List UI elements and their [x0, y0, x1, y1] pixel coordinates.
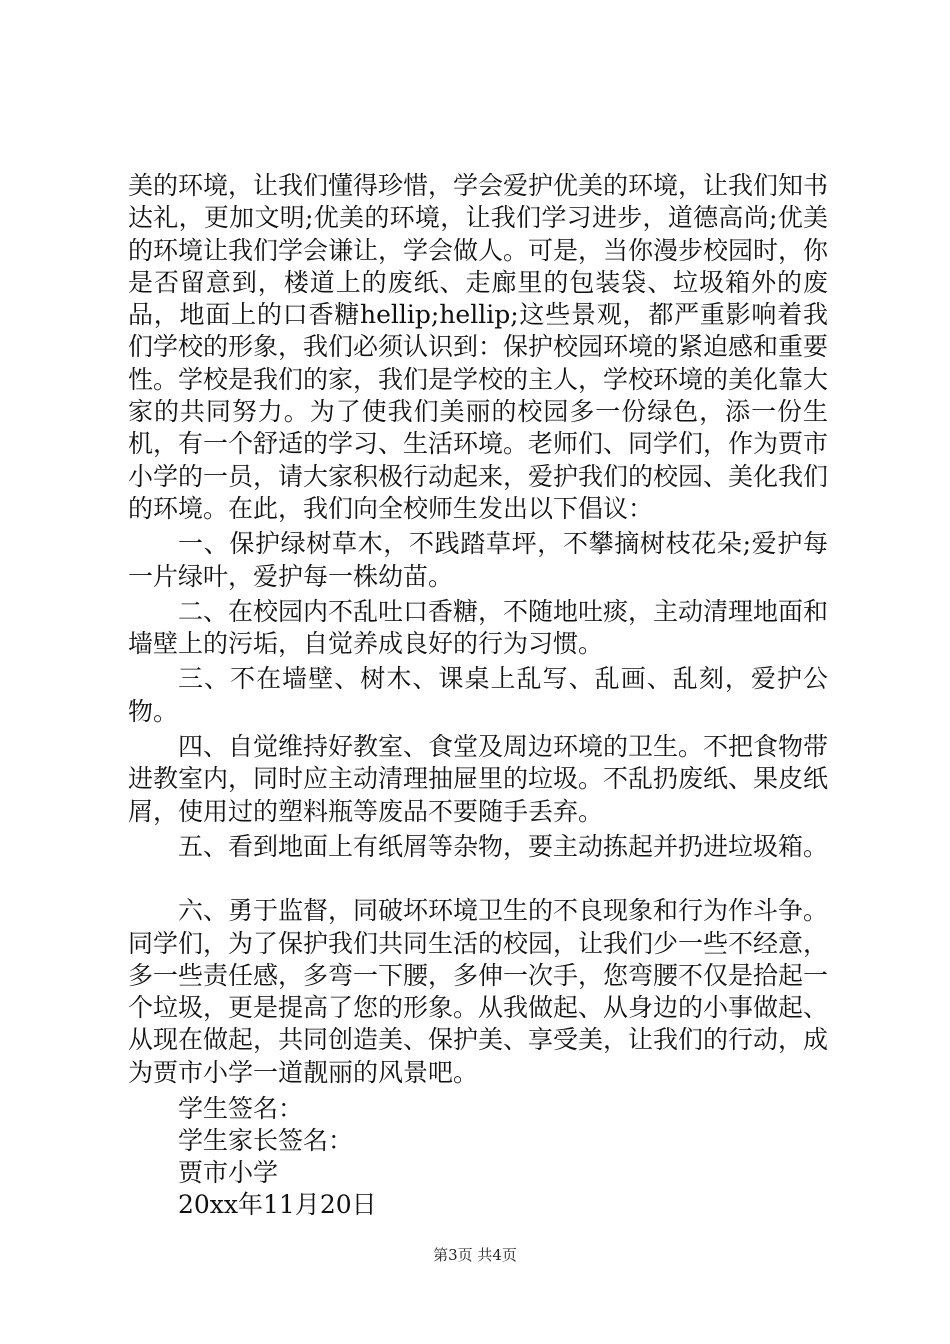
- proposal-item-6: 六、勇于监督，同破坏环境卫生的不良现象和行为作斗争。同学们，为了保护我们共同生活的校园，让我们少一些不经意，多一些责任感，多弯一下腰，多伸一次手，您弯腰不仅是拾起一个垃圾，更是提高了您的形象。从我做起、从身边的小事做起、从现在做起，共同创造美、保护美、享受美，让我们的行动，成为贾市小学一道靓丽的风景吧。: [128, 896, 829, 1087]
- proposal-item-5: 五、看到地面上有纸屑等杂物，要主动拣起并扔进垃圾箱。: [178, 831, 829, 861]
- proposal-item-4: 四、自觉维持好教室、食堂及周边环境的卫生。不把食物带进教室内，同时应主动清理抽屉里的垃圾。不乱扔废纸、果皮纸屑，使用过的塑料瓶等废品不要随手丢弃。: [128, 732, 829, 826]
- signature-block: [128, 1093, 828, 1221]
- document-body: [128, 170, 828, 1221]
- proposal-item-2: 二、在校园内不乱吐口香糖，不随地吐痰，主动清理地面和墙壁上的污垢，自觉养成良好的行为习惯。: [128, 596, 829, 659]
- intro-paragraph: 美的环境，让我们懂得珍惜，学会爱护优美的环境，让我们知书达礼，更加文明;优美的环境，让我们学习进步，道德高尚;优美的环境让我们学会谦让，学会做人。可是，当你漫步校园时，你是否留意到，楼道上的废纸、走廊里的包装袋、垃圾箱外的废品，地面上的口香糖hellip;hellip;这些景观，都严重影响着我们学校的形象，我们必须认识到：保护校园环境的紧迫感和重要性。学校是我们的家，我们是学校的主人，学校环境的美化靠大家的共同努力。为了使我们美丽的校园多一份绿色，添一份生机，有一个舒适的学习、生活环境。老师们、同学们，作为贾市小学的一员，请大家积极行动起来，爱护我们的校园、美化我们的环境。在此，我们向全校师生发出以下倡议：: [128, 171, 829, 523]
- page-footer: 第3页 共4页: [433, 1246, 517, 1264]
- document-date: 20xx年11月20日: [178, 1190, 377, 1220]
- parent-signature-label: 学生家长签名：: [178, 1126, 354, 1156]
- proposal-item-1: 一、保护绿树草木，不践踏草坪，不攀摘树枝花朵;爱护每一片绿叶，爱护每一株幼苗。: [128, 529, 828, 591]
- school-name: 贾市小学: [178, 1158, 279, 1188]
- student-signature-label: 学生签名：: [178, 1094, 304, 1124]
- proposal-item-3: 三、不在墙壁、树木、课桌上乱写、乱画、乱刻，爱护公物。: [128, 664, 828, 726]
